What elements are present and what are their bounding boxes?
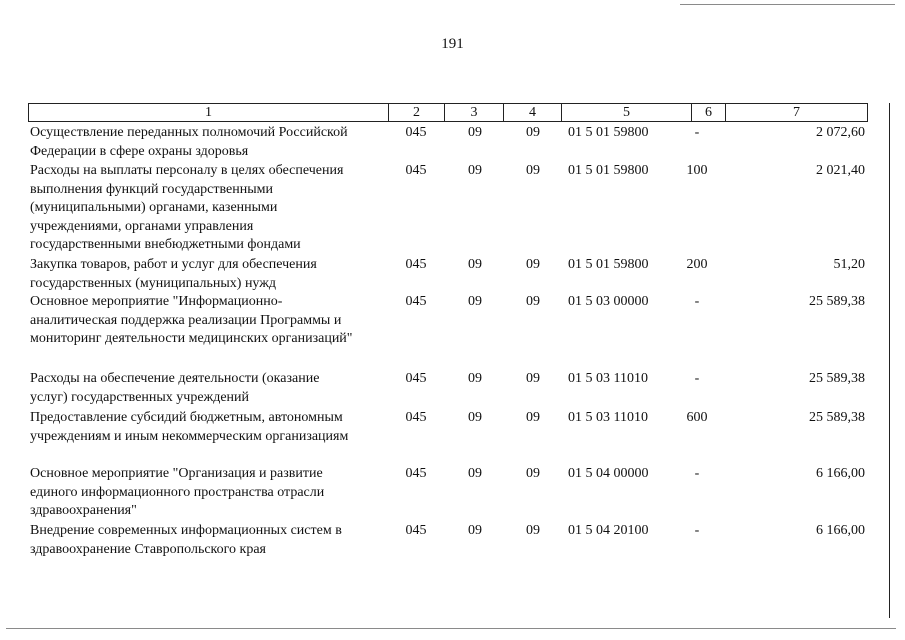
row-name-line: Расходы на выплаты персоналу в целях обеспечения (30, 163, 344, 178)
row-ministry-code: 045 (405, 294, 427, 309)
row-name-line: выполнения функций государственными (30, 181, 273, 197)
row-ministry-code: 045 (405, 163, 427, 178)
row-target-article: 01 5 01 59800 (568, 257, 649, 272)
row-ministry-code: 045 (405, 410, 427, 425)
row-subsection: 09 (526, 163, 540, 178)
header-col-6: 6 (692, 104, 726, 121)
row-ministry-code: 045 (405, 523, 427, 538)
row-subsection: 09 (526, 523, 540, 538)
table-right-border (889, 103, 890, 618)
row-ministry-code: 045 (405, 257, 427, 272)
row-expense-type: 100 (686, 163, 708, 178)
row-expense-type: - (694, 371, 700, 386)
row-section: 09 (468, 294, 482, 309)
row-name-line: Внедрение современных информационных систем в (30, 523, 342, 538)
row-name (30, 465, 400, 521)
row-name (30, 124, 400, 161)
row-section: 09 (468, 125, 482, 140)
row-amount: 2 072,60 (816, 125, 865, 140)
row-subsection: 09 (526, 125, 540, 140)
row-ministry-code: 045 (405, 125, 427, 140)
row-expense-type: - (694, 294, 700, 309)
row-amount: 6 166,00 (816, 466, 865, 481)
row-name (30, 293, 400, 349)
row-target-article: 01 5 03 11010 (568, 371, 648, 386)
row-target-article: 01 5 01 59800 (568, 125, 649, 140)
row-name-line: государственных (муниципальных) нужд (30, 275, 277, 291)
row-name (30, 162, 400, 255)
row-subsection: 09 (526, 466, 540, 481)
row-target-article: 01 5 03 11010 (568, 410, 648, 425)
row-target-article: 01 5 03 00000 (568, 294, 649, 309)
row-name-line: государственными внебюджетными фондами (30, 237, 301, 253)
row-name-line: здравоохранения" (30, 503, 137, 519)
row-name-line: Основное мероприятие "Информационно- (30, 294, 283, 309)
row-amount: 25 589,38 (809, 410, 865, 425)
row-section: 09 (468, 466, 482, 481)
row-subsection: 09 (526, 294, 540, 309)
table-header (28, 103, 868, 122)
row-section: 09 (468, 523, 482, 538)
row-name-line: Основное мероприятие "Организация и развитие (30, 466, 323, 481)
row-name-line: Расходы на обеспечение деятельности (оказание (30, 371, 320, 386)
row-name-line: здравоохранение Ставропольского края (30, 541, 266, 557)
row-section: 09 (468, 257, 482, 272)
header-col-5: 5 (562, 104, 692, 121)
row-section: 09 (468, 371, 482, 386)
header-col-2: 2 (389, 104, 445, 121)
row-name-line: Закупка товаров, работ и услуг для обеспечения (30, 257, 317, 272)
row-name-line: (муниципальными) органами, казенными (30, 200, 278, 216)
row-ministry-code: 045 (405, 466, 427, 481)
row-amount: 6 166,00 (816, 523, 865, 538)
row-amount: 25 589,38 (809, 371, 865, 386)
row-name (30, 409, 400, 446)
header-col-1: 1 (29, 104, 389, 121)
header-col-4: 4 (504, 104, 562, 121)
row-subsection: 09 (526, 371, 540, 386)
row-section: 09 (468, 410, 482, 425)
scan-edge-top (680, 4, 895, 5)
row-name-line: Осуществление переданных полномочий Российской (30, 125, 348, 140)
row-expense-type: 200 (686, 257, 708, 272)
row-ministry-code: 045 (405, 371, 427, 386)
row-name-line: Предоставление субсидий бюджетным, автономным (30, 410, 343, 425)
row-name (30, 370, 400, 407)
row-name-line: учреждениями, органами управления (30, 218, 254, 234)
row-target-article: 01 5 04 20100 (568, 523, 649, 538)
row-expense-type: - (694, 125, 700, 140)
row-name-line: аналитическая поддержка реализации Программы и (30, 312, 342, 328)
header-col-3: 3 (445, 104, 504, 121)
row-target-article: 01 5 04 00000 (568, 466, 649, 481)
row-target-article: 01 5 01 59800 (568, 163, 649, 178)
row-expense-type: 600 (686, 410, 708, 425)
row-name (30, 256, 400, 293)
header-col-7: 7 (793, 105, 800, 120)
row-amount: 2 021,40 (816, 163, 865, 178)
row-name-line: Федерации в сфере охраны здоровья (30, 143, 249, 159)
row-subsection: 09 (526, 257, 540, 272)
row-name (30, 522, 400, 559)
row-name-line: учреждениям и иным некоммерческим организациям (30, 428, 349, 444)
row-amount: 25 589,38 (809, 294, 865, 309)
row-amount: 51,20 (833, 257, 865, 272)
page-number: 191 (441, 36, 464, 52)
row-section: 09 (468, 163, 482, 178)
row-name-line: мониторинг деятельности медицинских организаций" (30, 331, 353, 347)
row-name-line: услуг) государственных учреждений (30, 389, 250, 405)
row-expense-type: - (694, 523, 700, 538)
scan-edge-bottom (6, 628, 896, 629)
row-name-line: единого информационного пространства отрасли (30, 484, 325, 500)
row-subsection: 09 (526, 410, 540, 425)
row-expense-type: - (694, 466, 700, 481)
